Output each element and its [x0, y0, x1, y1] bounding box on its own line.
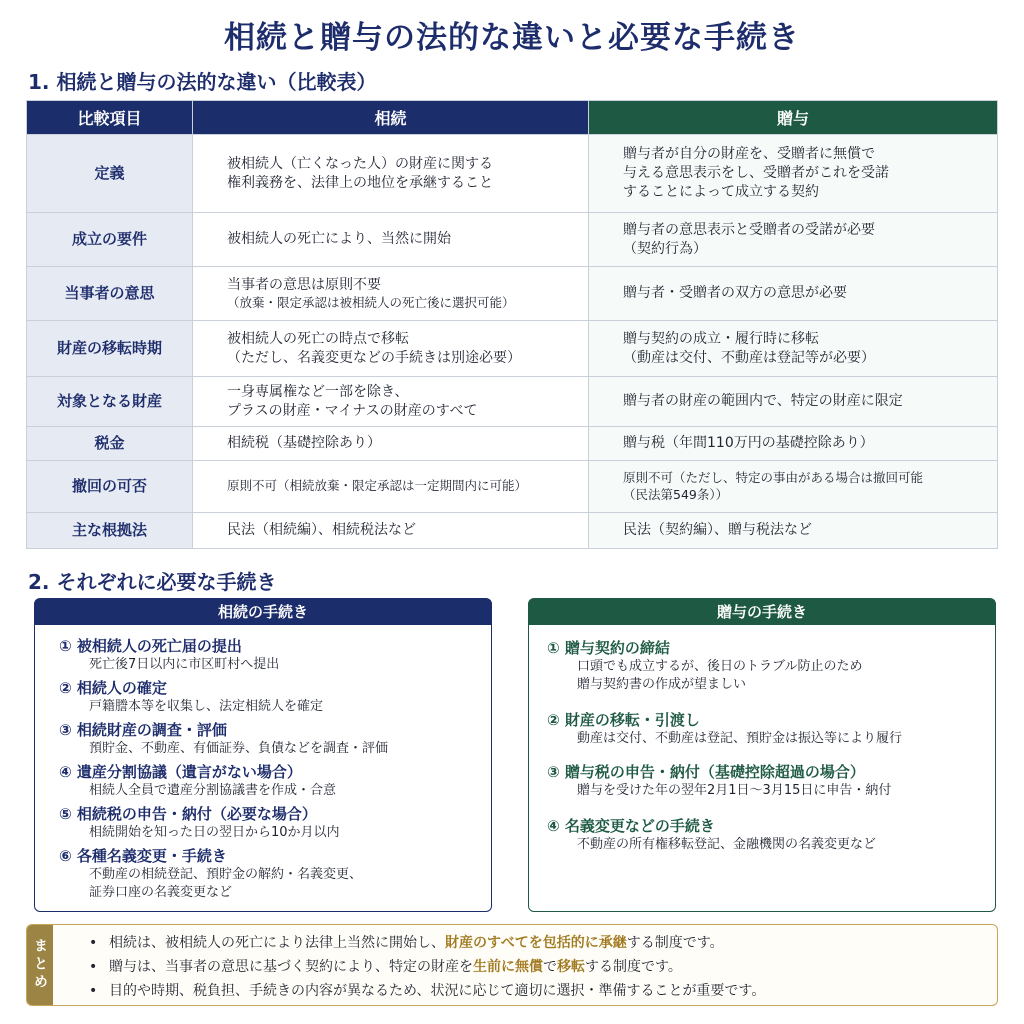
- cell-text: 当事者の意思は原則不要: [227, 276, 381, 293]
- step-desc: 贈与を受けた年の翌年2月1日～3月15日に申告・納付: [577, 783, 892, 798]
- step-title: ① 被相続人の死亡届の提出: [59, 637, 242, 655]
- step-desc: 戸籍謄本等を収集し、法定相続人を確定: [89, 699, 324, 714]
- section2-heading: 2. それぞれに必要な手続き: [28, 570, 277, 594]
- cell-note: 原則不可（相続放棄・限定承認は一定期間内に可能）: [227, 478, 528, 494]
- gift-cell: [589, 135, 998, 213]
- table-header-row: [27, 101, 998, 135]
- step-desc: 死亡後7日以内に市区町村へ提出: [89, 657, 280, 672]
- inheritance-procedures-box: [34, 598, 492, 912]
- step-desc: 口頭でも成立するが、後日のトラブル防止のため: [577, 659, 863, 674]
- summary-tag: まとめ: [27, 925, 53, 1005]
- bullet-icon: •: [89, 935, 98, 951]
- step-title: ⑤ 相続税の申告・納付（必要な場合）: [59, 805, 317, 823]
- cell-text: 贈与税（年間110万円の基礎控除あり）: [623, 435, 874, 452]
- gift-procedures-box: [528, 598, 996, 912]
- gift-cell: [589, 213, 998, 267]
- table-row: [27, 513, 998, 549]
- header-inheritance: 相続: [193, 101, 589, 135]
- gift-step: [547, 709, 902, 748]
- summary-text: する制度です。: [585, 959, 682, 975]
- step-title: ④ 名義変更などの手続き: [547, 817, 715, 835]
- inheritance-procedures-title: 相続の手続き: [35, 599, 491, 625]
- inheritance-step: [59, 845, 362, 902]
- cell-note: （民法第549条））: [623, 486, 729, 502]
- inheritance-cell: [193, 321, 589, 377]
- table-row: [27, 427, 998, 461]
- cell-text: 民法（契約編）、贈与税法など: [623, 522, 812, 539]
- cell-text: 民法（相続編）、相続税法など: [227, 522, 416, 539]
- cell-text: 贈与者・受贈者の双方の意思が必要: [623, 285, 847, 302]
- table-row: [27, 267, 998, 321]
- inheritance-step: [59, 677, 323, 716]
- gift-procedures-title: 贈与の手続き: [529, 599, 995, 625]
- comparison-table: [26, 100, 998, 549]
- header-item: 比較項目: [27, 101, 193, 135]
- summary-text: で: [543, 959, 557, 975]
- header-gift: 贈与: [589, 101, 998, 135]
- inheritance-cell: [193, 135, 589, 213]
- gift-step: [547, 761, 891, 800]
- table-row: [27, 377, 998, 427]
- step-desc: 相続人全員で遺産分割協議書を作成・合意: [89, 783, 337, 798]
- gift-cell: [589, 321, 998, 377]
- gift-step: [547, 637, 862, 694]
- gift-cell: [589, 377, 998, 427]
- inheritance-cell: [193, 377, 589, 427]
- step-title: ② 財産の移転・引渡し: [547, 711, 700, 729]
- cell-text: 与える意思表示をし、受贈者がこれを受諾: [623, 165, 889, 182]
- summary-list: [89, 931, 765, 1003]
- step-desc: 相続開始を知った日の翌日から10か月以内: [89, 825, 340, 840]
- summary-item: [89, 955, 765, 979]
- table-row: [27, 213, 998, 267]
- inheritance-step: [59, 635, 279, 674]
- summary-text: 目的や時期、税負担、手続きの内容が異なるため、状況に応じて適切に選択・準備することが重要です。: [109, 983, 766, 999]
- summary-item: [89, 931, 765, 955]
- cell-text: 贈与契約の成立・履行時に移転: [623, 330, 819, 347]
- step-desc: 不動産の相続登記、預貯金の解約・名義変更、: [89, 867, 363, 882]
- bullet-icon: •: [89, 959, 98, 975]
- row-label: 定義: [27, 135, 193, 213]
- step-desc: 不動産の所有権移転登記、金融機関の名義変更など: [577, 837, 877, 852]
- inheritance-step: [59, 803, 340, 842]
- summary-highlight: 移転: [557, 959, 585, 975]
- cell-text: プラスの財産・マイナスの財産のすべて: [227, 402, 478, 419]
- gift-step: [547, 815, 876, 854]
- inheritance-cell: [193, 513, 589, 549]
- step-title: ④ 遺産分割協議（遺言がない場合）: [59, 763, 302, 781]
- page-title: 相続と贈与の法的な違いと必要な手続き: [224, 20, 800, 56]
- cell-text: 権利義務を、法律上の地位を承継すること: [227, 174, 493, 191]
- summary-highlight: 生前に無償: [473, 959, 543, 975]
- step-desc: 預貯金、不動産、有価証券、負債などを調査・評価: [89, 741, 389, 756]
- step-title: ① 贈与契約の締結: [547, 639, 670, 657]
- summary-text: 相続は、被相続人の死亡により法律上当然に開始し、: [109, 935, 445, 951]
- cell-text: 相続税（基礎控除あり）: [227, 435, 381, 452]
- inheritance-step: [59, 719, 388, 758]
- summary-text: 贈与は、当事者の意思に基づく契約により、特定の財産を: [109, 959, 473, 975]
- gift-cell: [589, 267, 998, 321]
- row-label: 当事者の意思: [27, 267, 193, 321]
- inheritance-cell: [193, 267, 589, 321]
- table-row: [27, 461, 998, 513]
- inheritance-step: [59, 761, 336, 800]
- step-desc: 証券口座の名義変更など: [89, 885, 233, 901]
- bullet-icon: •: [89, 983, 98, 999]
- step-desc: 動産は交付、不動産は登記、預貯金は振込等により履行: [577, 731, 903, 746]
- cell-text: 被相続人の死亡により、当然に開始: [227, 231, 451, 248]
- summary-highlight: 財産のすべてを包括的に承継: [445, 935, 627, 951]
- step-title: ② 相続人の確定: [59, 679, 167, 697]
- inheritance-cell: [193, 461, 589, 513]
- cell-text: 贈与者の財産の範囲内で、特定の財産に限定: [623, 393, 903, 410]
- row-label: 成立の要件: [27, 213, 193, 267]
- row-label: 税金: [27, 427, 193, 461]
- cell-text: 贈与者が自分の財産を、受贈者に無償で: [623, 146, 875, 163]
- cell-text: 被相続人（亡くなった人）の財産に関する: [227, 155, 493, 172]
- table-row: [27, 321, 998, 377]
- gift-cell: [589, 513, 998, 549]
- summary-text: する制度です。: [626, 935, 724, 951]
- step-title: ⑥ 各種名義変更・手続き: [59, 847, 227, 865]
- cell-text: 一身専属権など一部を除き、: [227, 383, 409, 400]
- cell-text: 贈与者の意思表示と受贈者の受諾が必要: [623, 221, 875, 238]
- section1-heading: 1. 相続と贈与の法的な違い（比較表）: [28, 70, 377, 94]
- step-title: ③ 贈与税の申告・納付（基礎控除超過の場合）: [547, 763, 865, 781]
- row-label: 財産の移転時期: [27, 321, 193, 377]
- cell-text: 被相続人の死亡の時点で移転: [227, 330, 409, 347]
- row-label: 主な根拠法: [27, 513, 193, 549]
- row-label: 撤回の可否: [27, 461, 193, 513]
- cell-text: （契約行為）: [623, 240, 707, 257]
- gift-cell: [589, 427, 998, 461]
- table-row: [27, 135, 998, 213]
- cell-text: （ただし、名義変更などの手続きは別途必要）: [227, 349, 521, 366]
- step-title: ③ 相続財産の調査・評価: [59, 721, 227, 739]
- cell-note: 原則不可（ただし、特定の事由がある場合は撤回可能: [623, 469, 924, 485]
- summary-item: [89, 979, 765, 1003]
- gift-cell: [589, 461, 998, 513]
- cell-text: （動産は交付、不動産は登記等が必要）: [623, 349, 875, 366]
- cell-note: （放棄・限定承認は被相続人の死亡後に選択可能）: [227, 294, 515, 310]
- summary-box: [26, 924, 998, 1006]
- row-label: 対象となる財産: [27, 377, 193, 427]
- step-desc: 贈与契約書の作成が望ましい: [577, 677, 747, 693]
- inheritance-cell: [193, 427, 589, 461]
- inheritance-cell: [193, 213, 589, 267]
- cell-text: することによって成立する契約: [623, 183, 819, 200]
